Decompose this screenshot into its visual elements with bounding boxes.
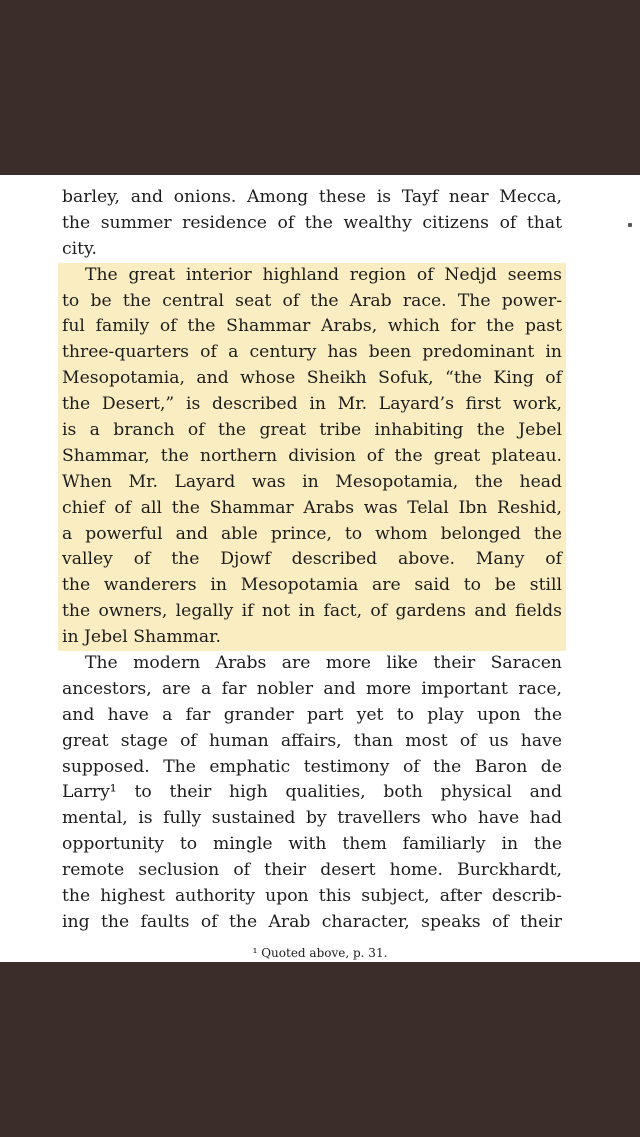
text-line: the highest authority upon this subject, after describ- bbox=[62, 886, 562, 907]
bottom-dark-border bbox=[0, 962, 640, 1137]
page-text-body bbox=[62, 185, 562, 936]
highlighted-text-line: When Mr. Layard was in Mesopotamia, the head bbox=[58, 470, 566, 496]
text-line: supposed. The emphatic testimony of the Baron de bbox=[62, 756, 562, 777]
text-line: ing the faults of the Arab character, speaks of their bbox=[62, 911, 562, 932]
highlighted-text-line: The great interior highland region of Nedjd seems bbox=[58, 263, 566, 289]
highlighted-text-line: in Jebel Shammar. bbox=[58, 625, 566, 651]
text-line: great stage of human affairs, than most of us have bbox=[62, 730, 562, 751]
text-line: The modern Arabs are more like their Saracen bbox=[85, 653, 562, 674]
text-line: barley, and onions. Among these is Tayf near Mecca, bbox=[62, 187, 562, 207]
text-line: and have a far grander part yet to play upon the bbox=[62, 704, 562, 725]
text-line: Larry¹ to their high qualities, both physical and bbox=[62, 782, 562, 803]
highlighted-text-line: Shammar, the northern division of the great plateau. bbox=[58, 444, 566, 470]
highlighted-text-line: to be the central seat of the Arab race. The power- bbox=[58, 289, 566, 315]
top-dark-border bbox=[0, 0, 640, 175]
text-line: remote seclusion of their desert home. Burckhardt, bbox=[62, 860, 562, 881]
highlighted-text-line: the wanderers in Mesopotamia are said to be still bbox=[58, 573, 566, 599]
highlighted-text-line: a powerful and able prince, to whom belonged the bbox=[58, 522, 566, 548]
text-line: mental, is fully sustained by travellers who have had bbox=[62, 808, 562, 829]
highlighted-text-line: valley of the Djowf described above. Many of bbox=[58, 547, 566, 573]
highlighted-text-line: is a branch of the great tribe inhabiting the Jebel bbox=[58, 418, 566, 444]
highlighted-text-line: the Desert,” is described in Mr. Layard’s first work, bbox=[58, 392, 566, 418]
text-line: ancestors, are a far nobler and more important race, bbox=[62, 678, 562, 699]
footnote: ¹ Quoted above, p. 31. bbox=[252, 946, 388, 960]
highlighted-text-line: ful family of the Shammar Arabs, which for the past bbox=[58, 314, 566, 340]
text-line: city. bbox=[62, 238, 97, 259]
highlighted-text-line: the owners, legally if not in fact, of gardens and fields bbox=[58, 599, 566, 625]
text-line: the summer residence of the wealthy citizens of that bbox=[62, 212, 562, 233]
highlighted-text-line: three-quarters of a century has been predominant in bbox=[58, 340, 566, 366]
book-page bbox=[0, 175, 640, 962]
text-line: opportunity to mingle with them familiarly in the bbox=[62, 834, 562, 855]
page-edge-mark bbox=[628, 223, 632, 227]
highlighted-text-line: Mesopotamia, and whose Sheikh Sofuk, “the King of bbox=[58, 366, 566, 392]
highlighted-text-line: chief of all the Shammar Arabs was Telal Ibn Reshid, bbox=[58, 496, 566, 522]
